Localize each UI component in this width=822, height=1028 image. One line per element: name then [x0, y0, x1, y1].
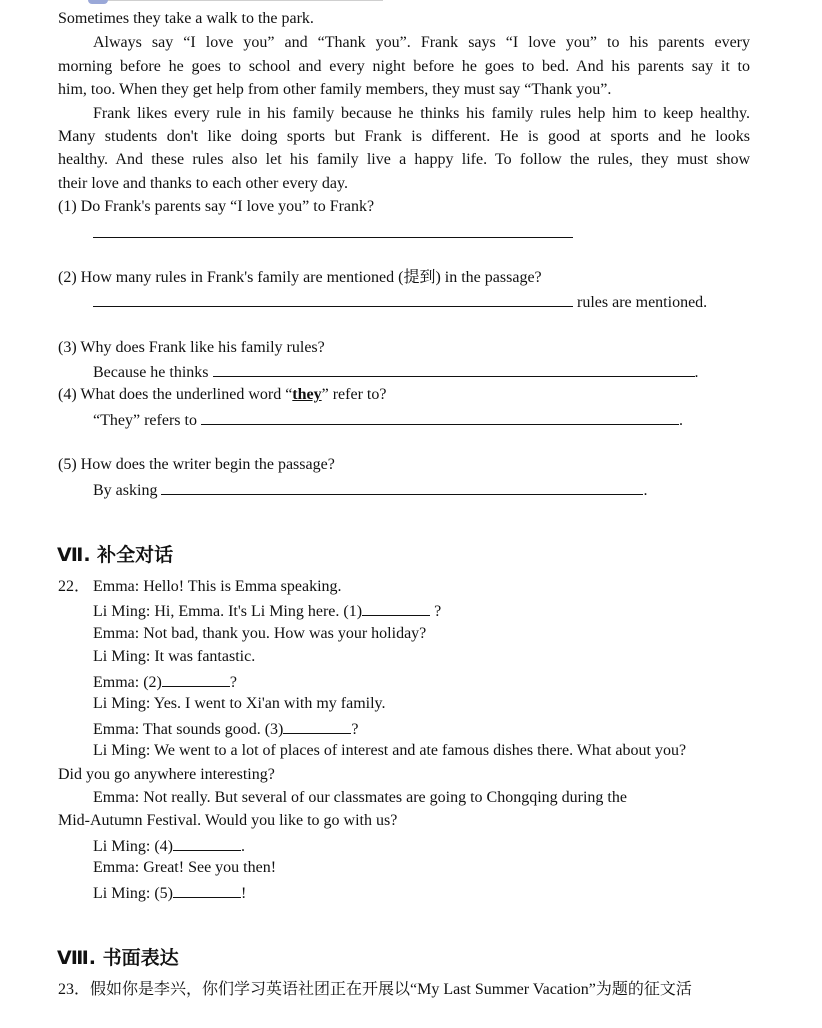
- passage-line: Sometimes they take a walk to the park.: [58, 10, 314, 27]
- answer-3-prefix: Because he thinks: [93, 364, 209, 381]
- blank-1[interactable]: [362, 600, 430, 616]
- answer-4-row: “They” refers to .: [93, 409, 683, 431]
- passage-line: Always say “I love you” and “Thank you”. Frank says “I love you” to his parents every: [93, 34, 750, 51]
- passage-line: Many students don't like doing sports but Frank is different. He is good at sports and he looks: [58, 128, 750, 145]
- answer-2-field[interactable]: [93, 291, 573, 307]
- dialogue-line: Li Ming: It was fantastic.: [93, 648, 256, 665]
- dialogue-line: Li Ming: (5) !: [93, 882, 246, 904]
- dialogue-line: Emma: Great! See you then!: [93, 859, 277, 876]
- logo-mark: [88, 0, 108, 4]
- answer-5-prefix: By asking: [93, 482, 158, 499]
- dialogue-line: Emma: Hello! This is Emma speaking.: [93, 578, 342, 595]
- answer-2-row: [93, 291, 707, 313]
- blank-5[interactable]: [173, 882, 241, 898]
- dialogue-line: Emma: (2) ?: [93, 671, 237, 693]
- answer-3-row: Because he thinks .: [93, 361, 699, 383]
- dialogue-line: Emma: That sounds good. (3) ?: [93, 718, 358, 740]
- question-4: (4) What does the underlined word “they” refer to?: [58, 386, 387, 403]
- underlined-word: they: [292, 386, 322, 403]
- question-1: (1) Do Frank's parents say “I love you” to Frank?: [58, 198, 375, 215]
- dialogue-line: Li Ming: We went to a lot of places of interest and ate famous dishes there. What about you?: [93, 742, 687, 759]
- dialogue-line: Li Ming: (4) .: [93, 835, 245, 857]
- dialogue-line: Li Ming: Hi, Emma. It's Li Ming here. (1) ?: [93, 600, 441, 622]
- answer-2-suffix: rules are mentioned.: [577, 294, 708, 311]
- blank-3[interactable]: [283, 718, 351, 734]
- answer-5-field[interactable]: [161, 479, 643, 495]
- answer-3-field[interactable]: [213, 361, 695, 377]
- header-rule: [93, 0, 383, 1]
- item-22-number: 22．: [58, 578, 91, 595]
- dialogue-line: Emma: Not really. But several of our classmates are going to Chongqing during the: [93, 789, 627, 806]
- dialogue-line: Did you go anywhere interesting?: [58, 766, 275, 783]
- blank-2[interactable]: [162, 671, 230, 687]
- passage-line: morning before he goes to school and every night before he goes to bed. And his parents say it to: [58, 58, 750, 75]
- section-7-heading: Ⅶ. 补全对话: [57, 544, 174, 566]
- dialogue-line: Emma: Not bad, thank you. How was your holiday?: [93, 625, 427, 642]
- dialogue-line: Li Ming: Yes. I went to Xi'an with my family.: [93, 695, 386, 712]
- dialogue-line: Mid-Autumn Festival. Would you like to go with us?: [58, 812, 398, 829]
- section-8-heading: Ⅷ. 书面表达: [57, 947, 179, 969]
- passage-line: their love and thanks to each other every day.: [58, 175, 348, 192]
- answer-4-prefix: “They” refers to: [93, 412, 197, 429]
- question-2: (2) How many rules in Frank's family are mentioned (提到) in the passage?: [58, 269, 542, 286]
- answer-4-field[interactable]: [201, 409, 679, 425]
- answer-5-row: By asking .: [93, 479, 647, 501]
- question-3: (3) Why does Frank like his family rules?: [58, 339, 325, 356]
- question-5: (5) How does the writer begin the passage?: [58, 456, 335, 473]
- item-23-prompt: 23．假如你是李兴，你们学习英语社团正在开展以“My Last Summer Vacation”为题的征文活: [58, 981, 692, 998]
- passage-line: Frank likes every rule in his family because he thinks his family rules help him to keep healthy.: [93, 105, 750, 122]
- blank-4[interactable]: [173, 835, 241, 851]
- passage-line: healthy. And these rules also let his family live a happy life. To follow the rules, they must show: [58, 151, 750, 168]
- passage-line: him, too. When they get help from other family members, they must say “Thank you”.: [58, 81, 612, 98]
- answer-1-field[interactable]: [93, 222, 573, 244]
